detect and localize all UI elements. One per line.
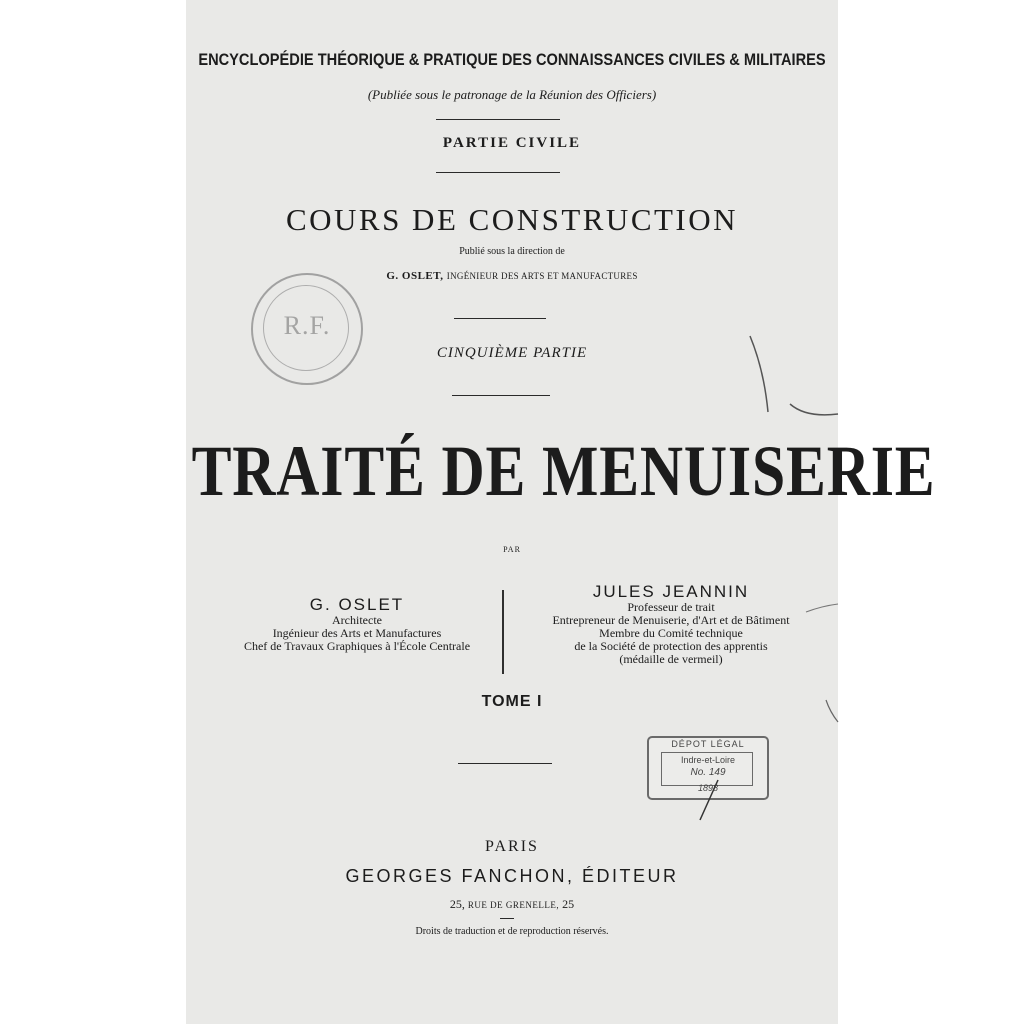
divider-rule	[454, 318, 546, 319]
divider-rule	[436, 172, 560, 173]
author-credential: (médaille de vermeil)	[619, 652, 723, 666]
title-page	[186, 0, 936, 1024]
author-credential: Professeur de trait	[627, 600, 715, 614]
author-jeannin	[526, 582, 816, 666]
divider-rule	[500, 918, 514, 919]
series-note: (Publiée sous le patronage de la Réunion des Officiers)	[367, 87, 657, 102]
rights-notice: Droits de traduction et de reproduction réservés.	[415, 926, 609, 937]
divider-rule	[458, 763, 552, 764]
author-divider	[502, 590, 504, 674]
section-heading: PARTIE CIVILE	[442, 135, 582, 151]
by-label: PAR	[503, 545, 521, 554]
depot-year: 1898	[697, 783, 719, 793]
legal-deposit-stamp	[647, 736, 769, 800]
divider-rule	[452, 395, 550, 396]
direction-line: Publié sous la direction de	[459, 246, 565, 257]
series-title: ENCYCLOPÉDIE THÉORIQUE & PRATIQUE DES CONNAISSANCES CIVILES & MILITAIRES	[198, 50, 826, 69]
part-heading: CINQUIÈME PARTIE	[436, 345, 588, 361]
depot-department: Indre-et-Loire	[680, 755, 736, 765]
author-credential: Membre du Comité technique	[599, 626, 743, 640]
course-title: COURS DE CONSTRUCTION	[285, 202, 739, 237]
author-oslet	[212, 595, 502, 653]
library-stamp	[251, 273, 363, 385]
director-name: G. OSLET,	[386, 270, 444, 282]
author-name: G. OSLET	[309, 595, 405, 614]
imprint-address	[186, 897, 838, 912]
director-affiliation: INGÉNIEUR DES ARTS ET MANUFACTURES	[446, 271, 638, 281]
library-stamp-mark: R.F.	[283, 311, 331, 340]
depot-number: No. 149	[690, 767, 726, 778]
address-number: 25	[562, 897, 575, 911]
author-credential: de la Société de protection des apprentis	[574, 639, 768, 653]
author-name: JULES JEANNIN	[592, 582, 750, 601]
author-credential: Chef de Travaux Graphiques à l'École Centrale	[243, 639, 471, 653]
author-credential: Ingénieur des Arts et Manufactures	[272, 626, 442, 640]
divider-rule	[436, 119, 560, 120]
author-credential: Entrepreneur de Menuiserie, d'Art et de Bâtiment	[552, 613, 790, 627]
imprint-publisher: GEORGES FANCHON, ÉDITEUR	[345, 866, 679, 886]
author-credential: Architecte	[332, 613, 382, 627]
imprint-city: PARIS	[485, 838, 539, 855]
volume-label: TOME I	[481, 693, 543, 710]
address-number: 25,	[449, 897, 465, 911]
main-title: TRAITÉ DE MENUISERIE	[191, 431, 936, 511]
depot-title: DÉPOT LÉGAL	[671, 739, 745, 749]
address-street: RUE DE GRENELLE,	[467, 900, 560, 910]
